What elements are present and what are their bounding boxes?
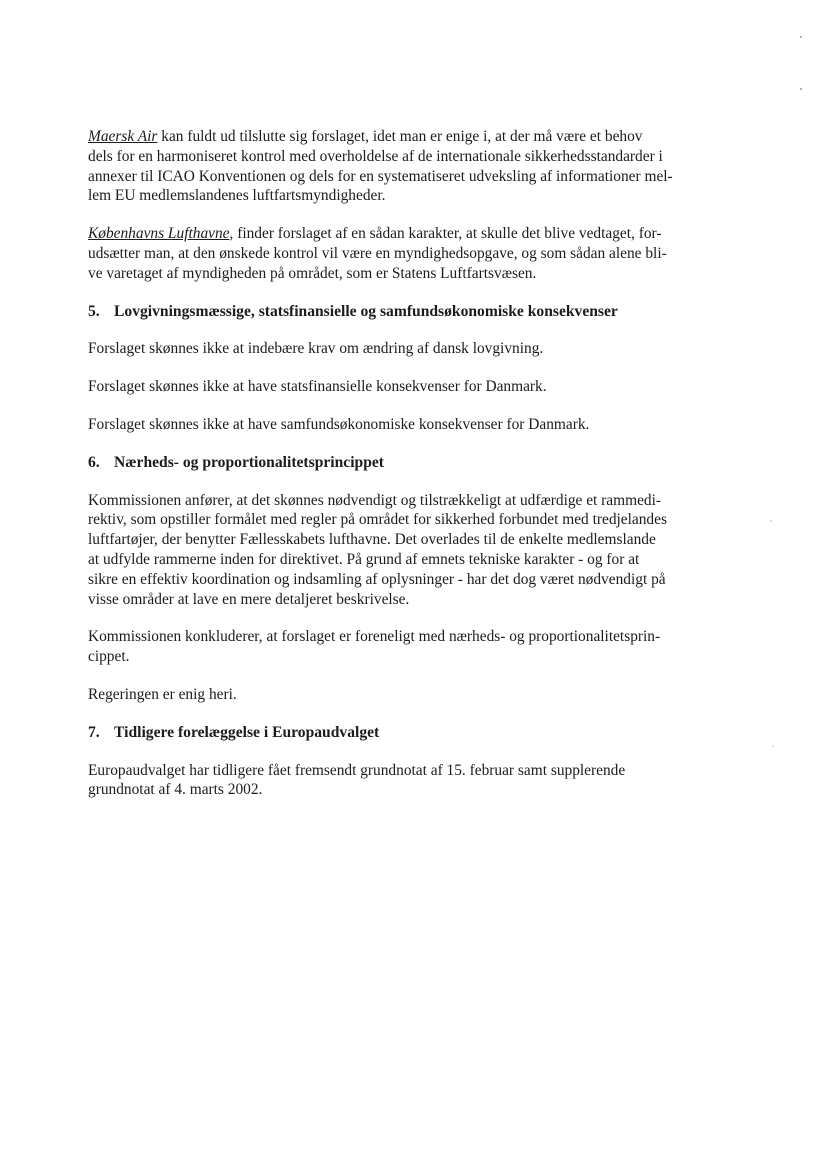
scan-speck: [772, 745, 774, 747]
text-line: rektiv, som opstiller formålet med regler på området for sikkerhed forbundet med tredjelandes: [88, 511, 667, 529]
paragraph-maersk-air: [88, 127, 760, 206]
org-name-kobenhavns-lufthavne: Københavns Lufthavne: [88, 225, 230, 243]
text-line: dels for en harmoniseret kontrol med overholdelse af de internationale sikkerhedsstandarder i: [88, 147, 663, 165]
section-number: 6.: [88, 453, 100, 471]
text-line: Regeringen er enig heri.: [88, 685, 237, 703]
text-line: , finder forslaget af en sådan karakter, at skulle det blive vedtaget, for-: [229, 225, 662, 243]
paragraph-regeringen: [88, 685, 760, 705]
section-title: Tidligere forelæggelse i Europaudvalget: [114, 723, 380, 741]
text-line: cippet.: [88, 648, 130, 666]
scan-speck: [800, 88, 802, 90]
section-heading-5: [88, 302, 760, 322]
paragraph-europaudvalget: [88, 761, 760, 801]
paragraph-kommissionen-konkluderer: [88, 627, 760, 667]
text-line: annexer til ICAO Konventionen og dels for en systematiseret udveksling af informationer mel-: [88, 167, 673, 185]
text-line: Kommissionen konkluderer, at forslaget er foreneligt med nærheds- og proportionalitetsprin-: [88, 628, 661, 646]
text-line: lem EU medlemslandenes luftfartsmyndigheder.: [88, 187, 386, 205]
paragraph-samfundsokonomiske: [88, 415, 760, 435]
section-heading-7: [88, 723, 760, 743]
section-title: Lovgivningsmæssige, statsfinansielle og samfundsøkonomiske konsekvenser: [114, 302, 618, 320]
scan-speck: [770, 520, 772, 522]
text-line: grundnotat af 4. marts 2002.: [88, 781, 263, 799]
paragraph-kobenhavns-lufthavne: [88, 224, 760, 283]
section-heading-6: [88, 453, 760, 473]
text-line: luftfartøjer, der benytter Fællesskabets lufthavne. Det overlades til de enkelte medlemslande: [88, 531, 656, 549]
section-title: Nærheds- og proportionalitetsprincippet: [114, 453, 385, 471]
text-line: Forslaget skønnes ikke at indebære krav om ændring af dansk lovgivning.: [88, 340, 544, 358]
text-line: Europaudvalget har tidligere fået fremsendt grundnotat af 15. februar samt supplerende: [88, 761, 626, 779]
text-line: Forslaget skønnes ikke at have samfundsøkonomiske konsekvenser for Danmark.: [88, 415, 590, 433]
paragraph-lovgivning: [88, 339, 760, 359]
text-line: visse områder at lave en mere detaljeret beskrivelse.: [88, 590, 410, 608]
text-line: Forslaget skønnes ikke at have statsfinansielle konsekvenser for Danmark.: [88, 378, 547, 396]
text-line: sikre en effektiv koordination og indsamling af oplysninger - har det dog været nødvendigt på: [88, 570, 666, 588]
section-number: 7.: [88, 723, 100, 741]
scan-speck: [800, 36, 802, 38]
document-body: [88, 127, 760, 818]
section-number: 5.: [88, 302, 100, 320]
paragraph-statsfinansielle: [88, 377, 760, 397]
org-name-maersk-air: Maersk Air: [88, 128, 158, 145]
paragraph-kommissionen-anforer: [88, 491, 760, 610]
text-line: udsætter man, at den ønskede kontrol vil være en myndighedsopgave, og som sådan alene bli-: [88, 244, 667, 262]
text-line: Kommissionen anfører, at det skønnes nødvendigt og tilstrækkeligt at udfærdige et rammedi-: [88, 491, 662, 509]
text-line: ve varetaget af myndigheden på området, som er Statens Luftfartsvæsen.: [88, 264, 537, 282]
text-line: kan fuldt ud tilslutte sig forslaget, idet man er enige i, at der må være et behov: [157, 128, 643, 145]
text-line: at udfylde rammerne inden for direktivet. På grund af emnets tekniske karakter - og for at: [88, 550, 640, 568]
